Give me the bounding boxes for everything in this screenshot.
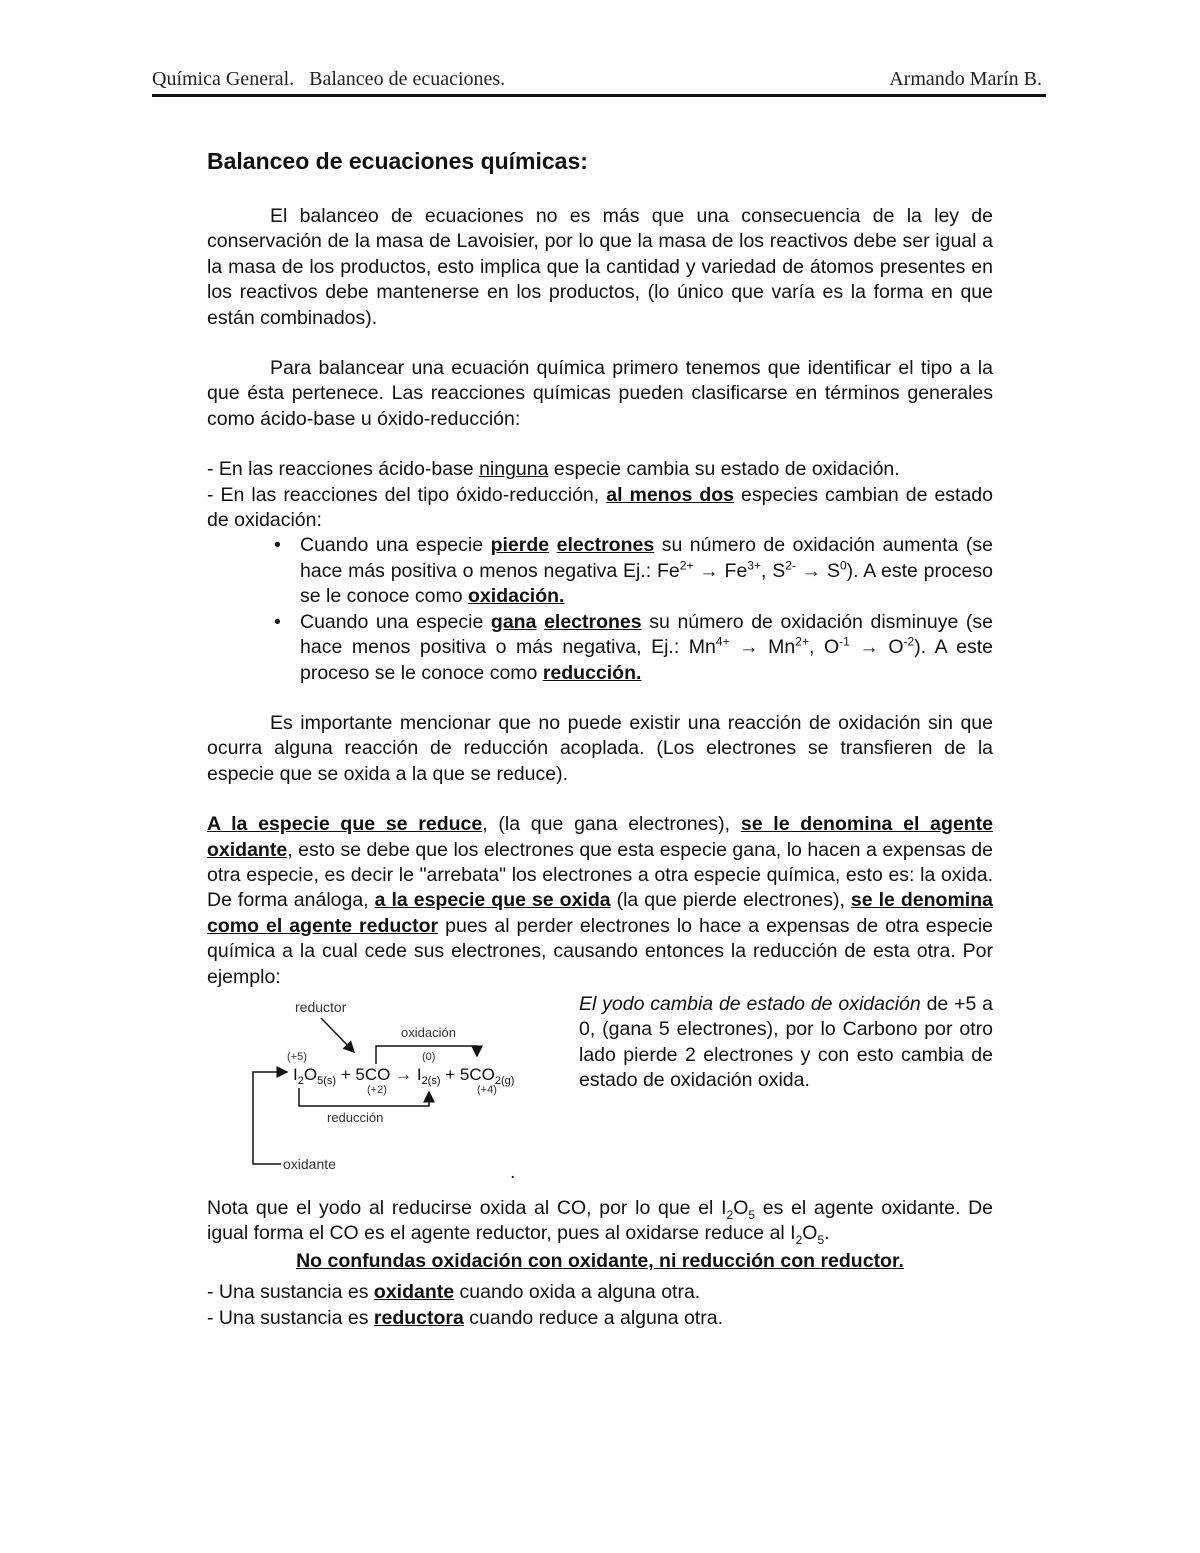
- oxnum-co: (+2): [367, 1083, 387, 1096]
- reduction-bracket: [299, 1088, 429, 1106]
- label-reductor: reductor: [295, 998, 347, 1015]
- example-section: [207, 992, 993, 1196]
- header-author: Armando Marín B.: [889, 68, 1042, 90]
- document-body: [207, 146, 993, 1331]
- oxnum-i2o5: (+5): [287, 1050, 307, 1063]
- reductor-arrow: [321, 1018, 354, 1052]
- paragraph-coupled-reaction: Es importante mencionar que no puede existir una reacción de oxidación sin que ocurra alguna reacción de reducción acoplada. (Los electrones se transfieren de la especie que se oxida a la que se reduce).: [207, 711, 993, 785]
- oxidant-bracket: [253, 1072, 287, 1164]
- page-title: Balanceo de ecuaciones químicas:: [207, 148, 588, 174]
- label-oxidante: oxidante: [283, 1155, 336, 1172]
- header-course-title: Química General. Balanceo de ecuaciones.: [152, 68, 506, 90]
- redox-diagram: [229, 992, 559, 1172]
- example-explanation: El yodo cambia de estado de oxidación de +5 a 0, (gana 5 electrones), por lo Carbono por otro lado pierde 2 electrones y con esto cambia de estado de oxidación oxida.: [579, 992, 993, 1092]
- paragraph-acid-base: - En las reacciones ácido-base ninguna especie cambia su estado de oxidación.: [207, 458, 900, 481]
- bullet-dot-icon: •: [274, 534, 281, 557]
- bullet-list: [207, 533, 993, 685]
- term-reduccion: reducción.: [542, 661, 642, 684]
- paragraph-redox: - En las reacciones del tipo óxido-reducción, al menos dos especies cambian de estado de oxidación:: [207, 483, 993, 532]
- label-oxidacion: oxidación: [401, 1024, 456, 1040]
- paragraph-classification: Para balancear una ecuación química primero tenemos que identificar el tipo a la que ésta pertenece. Las reacciones químicas pueden clasificarse en términos generales como ácido-base u óxido-reducción:: [207, 357, 993, 430]
- bullet-reduction: • Cuando una especie gana electrones su número de oxidación disminuye (se hace menos positiva o más negativa, Ej.: $Mn^{4+} \to Mn^{2+}$, $O^{-1} \to O^{-2}$). A este proceso se le conoce como reducción.: [274, 610, 993, 684]
- paragraph-agents: A la especie que se reduce, (la que gana electrones), se le denomina el agente oxidante, esto se debe que los electrones que esta especie gana, lo hacen a expensas de otra especie, es decir le "arrebata" los electrones a otra especie química, esto es: la oxida. De forma análoga, a la especie que se oxida (la que pierde electrones), se le denomina como el agente reductor pues al perder electrones lo hace a expensas de otra especie química a la cual cede sus electrones, causando entonces la reducción de esta otra. Por ejemplo:: [207, 813, 993, 988]
- line-reductora: - Una sustancia es reductora cuando reduce a alguna otra.: [207, 1306, 723, 1329]
- underlined-al-menos-dos: al menos dos: [606, 483, 735, 506]
- paragraph-note: Nota que el yodo al reducirse oxida al CO, por lo que el $I_2O_5$ es el agente oxidante. De igual forma el CO es el agente reductor, pues al oxidarse reduce al $I_2O_5$.: [207, 1196, 994, 1248]
- paragraph-lavoisier: El balanceo de ecuaciones no es más que una consecuencia de la ley de conservación de la masa de Lavoisier, por lo que la masa de los reactivos debe ser igual a la masa de los productos, esto implica que la cantidad y variedad de átomos presentes en los reactivos debe mantenerse en los productos, (lo único que varía es la forma en que están combinados).: [207, 205, 993, 329]
- bullet-dot-icon: •: [274, 610, 281, 633]
- line-oxidante: - Una sustancia es oxidante cuando oxida a alguna otra.: [207, 1281, 701, 1304]
- equation-text: $I_2O_{5(s)} + 5CO \to I_{2(s)} + 5CO_{2(g)}$: [293, 1064, 515, 1087]
- bullet-oxidation: • Cuando una especie pierde electrones su número de oxidación aumenta (se hace más positiva o menos negativa Ej.: $Fe^{2+} \to Fe^{3+}$, $S^{2-} \to S^0$). A este proceso se le conoce como oxidación.: [274, 534, 993, 608]
- warning-line: No confundas oxidación con oxidante, ni reducción con reductor.: [296, 1249, 904, 1272]
- underlined-ninguna: ninguna: [479, 458, 549, 481]
- term-oxidacion: oxidación.: [468, 585, 565, 608]
- oxnum-co2: (+4): [477, 1083, 497, 1096]
- page-header: [152, 68, 1046, 92]
- label-reduccion: reducción: [327, 1109, 384, 1125]
- oxnum-i2: (0): [422, 1050, 436, 1063]
- stray-dot: .: [510, 1160, 516, 1183]
- header-rule: [152, 94, 1046, 97]
